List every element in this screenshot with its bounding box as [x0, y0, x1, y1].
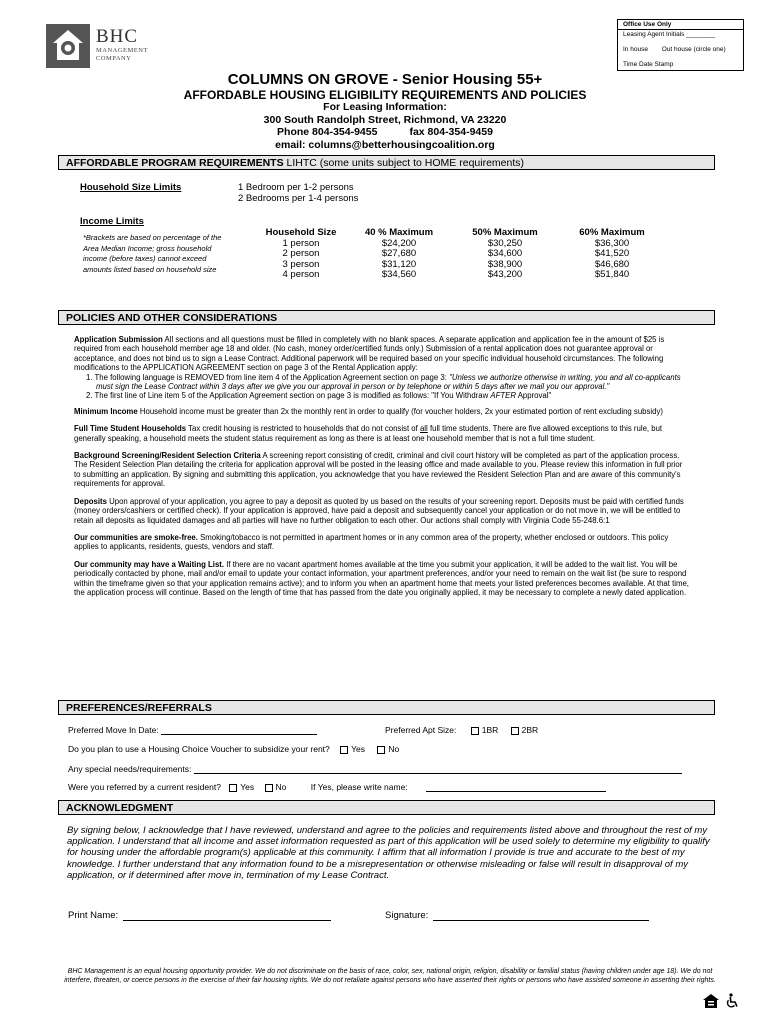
- referral-no-option[interactable]: [265, 782, 287, 792]
- paragraph-text: Smoking/tobacco is not permitted in apartment homes or in any common area of the property, whether enclosed or outdoors. This policy applies to applicants, residents, guests, vendors and staff.: [74, 532, 669, 552]
- table-cell: $46,680: [594, 258, 630, 270]
- in-out-house[interactable]: [618, 45, 743, 58]
- option-label: Yes: [240, 782, 255, 792]
- paragraph-text: full time students. There are five allowed exceptions to this rule, but generally speaking, a household meets the student status requirement as long as there is at least one household member that is not a full time student.: [74, 424, 663, 443]
- mod-text: Approval": [515, 391, 552, 401]
- table-cell: $34,560: [381, 269, 417, 280]
- checkbox-icon[interactable]: [511, 727, 519, 735]
- household-size-limits: [238, 182, 358, 204]
- table-header-row: [253, 228, 663, 239]
- mod-quote: "Unless we authorize otherwise in writing, you and all co-applicants must sign the Lease Contract within 3 days after we give you our approval in person or by telephone or within 5 days after we mail you our approval.": [96, 372, 681, 392]
- contact-block: [0, 101, 770, 151]
- table-cell: $34,600: [487, 248, 523, 259]
- paragraph-text: A screening report consisting of credit, criminal and civil court history will be completed as part of the application process. The Resident Selection Plan detailing the criteria for application approval will be posted in the leasing office and made available to you. Please review this information in full prior to submitting an application. By signing and submitting this application, you acknowledge that you have reviewed the Resident Selection Plan and are aware of this community's requirements for approval.: [74, 451, 683, 489]
- section-note: LIHTC (some units subject to HOME requirements): [283, 157, 525, 169]
- hh-limit-line: 2 Bedrooms per 1-4 persons: [238, 193, 359, 204]
- program-requirements-header: [58, 155, 715, 170]
- table-cell: 1 person: [282, 237, 320, 249]
- section-title: AFFORDABLE PROGRAM REQUIREMENTS: [66, 157, 284, 169]
- apt-2br-option[interactable]: [511, 725, 539, 735]
- option-label: 1BR: [481, 725, 499, 735]
- paragraph-text: If there are no vacant apartment homes available at the time you submit your application, it will be added to the wait list. You will be periodically contacted by phone, mail and/or email to update your contact information, your apartment preferences, and/or your need to remain on the wait list (be sure to respond within the timeframe given so that your application remains active); and to inform you when an apartment home that meets your listed preferences becomes available. At that time, the application process will continue. Based on the length of time that has passed from the date you originally applied, it may be necessary to complete a newly dated application.: [74, 559, 689, 597]
- column-header: Household Size: [265, 227, 337, 238]
- table-cell: $43,200: [487, 269, 523, 280]
- column-header: 60% Maximum: [579, 227, 645, 238]
- deposits-paragraph: [74, 497, 690, 525]
- print-name-field[interactable]: [123, 911, 331, 921]
- policies-header: POLICIES AND OTHER CONSIDERATIONS: [58, 310, 715, 325]
- email: email: columns@betterhousingcoalition.org: [275, 138, 495, 151]
- office-use-box: [617, 19, 744, 71]
- option-label: 2BR: [521, 725, 539, 735]
- modification-2: [74, 391, 690, 400]
- paragraph-title: Our communities are smoke-free.: [74, 532, 198, 542]
- bhc-logo-text: [96, 27, 148, 63]
- preferences-header: PREFERENCES/REFERRALS: [58, 700, 715, 715]
- smoke-free-paragraph: [74, 533, 690, 552]
- checkbox-icon[interactable]: [377, 746, 385, 754]
- voucher-question: Do you plan to use a Housing Choice Voucher to subsidize your rent?: [68, 744, 330, 754]
- column-header: 50% Maximum: [472, 227, 538, 238]
- mod-text: 1. The following language is REMOVED from line item 4 of the Application Agreement section on page 3:: [86, 372, 450, 382]
- table-cell: $31,120: [381, 258, 417, 270]
- checkbox-icon[interactable]: [229, 784, 237, 792]
- student-households-paragraph: [74, 424, 690, 443]
- address: 300 South Randolph Street, Richmond, VA 23220: [263, 113, 507, 126]
- print-name-row: [68, 910, 331, 921]
- referrer-name-field[interactable]: [426, 782, 606, 792]
- voucher-row: [68, 744, 399, 754]
- move-in-label: Preferred Move In Date:: [68, 725, 159, 735]
- print-name-label: Print Name:: [68, 910, 119, 921]
- table-cell: $30,250: [487, 237, 523, 249]
- referral-question: Were you referred by a current resident?: [68, 782, 221, 792]
- hh-limit-line: 1 Bedroom per 1-2 persons: [238, 182, 354, 193]
- bhc-logo-mark: [46, 24, 90, 68]
- fax: fax 804-354-9459: [409, 126, 493, 138]
- paragraph-text: All sections and all questions must be filled in completely with no blank spaces. A separate application and application fee in the amount of $25 is required from each household member age 18 and older. (No cash, money order/certified funds only.) Submission of a rental application does not guarantee approval or acceptance, and does not bind us to sign a Lease Contract. Additional paperwork will be required based on your specific individual household circumstances. The following modifications to the APPLICATION AGREEMENT section on page 3 of the Rental Application apply:: [74, 335, 665, 373]
- paragraph-text: Household income must be greater than 2x the monthly rent in order to qualify (for voucher holders, 2x your estimated portion of rent excluding subsidy): [137, 406, 663, 416]
- column-header: 40 % Maximum: [364, 227, 434, 238]
- special-needs-row: [68, 764, 682, 774]
- income-limits-label: Income Limits: [80, 216, 144, 227]
- paragraph-text: Upon approval of your application, you agree to pay a deposit as quoted by us based on the results of your screening report. Deposits must be paid with certified funds (money orders/cashiers or certified check). If your application is approved, have paid a deposit and subsequently cancel your application or do not move in, we will be entitled to retain all deposits as liquidated damages and all parties will have no further obligation to each other. Our actions shall comply with Virginia Code 55-248.6:1: [74, 496, 684, 525]
- page-subtitle: AFFORDABLE HOUSING ELIGIBILITY REQUIREMENTS AND POLICIES: [183, 88, 587, 102]
- special-needs-field[interactable]: [194, 764, 682, 774]
- policies-body: [74, 335, 690, 605]
- time-date-stamp: Time Date Stamp: [623, 61, 674, 68]
- acknowledgment-text: By signing below, I acknowledge that I have reviewed, understand and agree to the policies and requirements listed above and throughout the rest of my application. I understand that all income and asset information requested as part of this application will be used solely to determine my eligibility to qualify for housing under the affordable program(s) applicable at this community. I affirm that all information I provide is true and accurate to the best of my knowledge. I further understand that any information found to be a misrepresentation or otherwise misleading or false will result in disapproval of my application, or if determined after move in, termination of my Lease Contract.: [67, 825, 710, 881]
- option-label: No: [275, 782, 287, 792]
- referrer-name-label: If Yes, please write name:: [310, 782, 408, 792]
- table-cell: $38,900: [487, 258, 523, 270]
- logo-name: BHC: [96, 26, 139, 47]
- application-submission-paragraph: [74, 335, 690, 401]
- paragraph-title: Deposits: [74, 496, 107, 506]
- table-row: [253, 270, 663, 281]
- out-house-option[interactable]: Out house (circle one): [661, 46, 726, 53]
- phone-fax: [0, 126, 770, 139]
- referral-yes-option[interactable]: [229, 782, 254, 792]
- option-label: Yes: [351, 744, 366, 754]
- paragraph-title: Background Screening/Resident Selection Criteria: [74, 451, 261, 461]
- page-title: COLUMNS ON GROVE - Senior Housing 55+: [227, 71, 543, 88]
- apt-size-label: Preferred Apt Size:: [385, 725, 457, 735]
- table-row: [253, 249, 663, 260]
- footer-disclaimer: BHC Management is an equal housing opportunity provider. We do not discriminate on the basis of race, color, sex, national origin, religion, disability or familial status (having children under age 18). We do not interfere, threaten, or coerce persons in the exercise of their fair housing rights. We do not retaliate against persons who have asserted their rights or persons who have assisted someone in asserting their rights.: [64, 968, 716, 984]
- income-note: *Brackets are based on percentage of the Area Median Income; gross household income (before taxes) cannot exceed amounts listed based on household size: [83, 233, 222, 274]
- checkbox-icon[interactable]: [265, 784, 273, 792]
- leasing-info-label: For Leasing Information:: [323, 101, 447, 113]
- mod-emphasis: AFTER: [490, 391, 516, 401]
- paragraph-text: Tax credit housing is restricted to households that do not consist of: [186, 424, 420, 434]
- table-cell: $36,300: [594, 237, 630, 249]
- referral-row: [68, 782, 606, 792]
- acknowledgment-header: ACKNOWLEDGMENT: [58, 800, 715, 815]
- minimum-income-paragraph: [74, 407, 690, 416]
- background-screening-paragraph: [74, 451, 690, 489]
- voucher-no-option[interactable]: [377, 744, 399, 754]
- modification-1: [74, 373, 690, 392]
- phone: Phone 804-354-9455: [277, 126, 378, 138]
- office-use-header: Office Use Only: [618, 20, 743, 30]
- apt-1br-option[interactable]: [471, 725, 499, 735]
- signature-label: Signature:: [385, 910, 429, 921]
- signature-field[interactable]: [433, 911, 649, 921]
- logo-line1: MANAGEMENT: [96, 47, 148, 54]
- accessibility-icon: [724, 993, 740, 1009]
- table-cell: $41,520: [594, 248, 630, 259]
- special-needs-label: Any special needs/requirements:: [68, 764, 192, 774]
- paragraph-title: Minimum Income: [74, 406, 138, 416]
- waiting-list-paragraph: [74, 560, 690, 598]
- table-cell: 4 person: [282, 269, 320, 280]
- checkbox-icon[interactable]: [471, 727, 479, 735]
- paragraph-title: Our community may have a Waiting List.: [74, 559, 225, 569]
- leasing-agent-initials[interactable]: Leasing Agent Initials ________: [623, 31, 716, 38]
- logo-line2: COMPANY: [96, 55, 132, 62]
- equal-housing-icon: [703, 994, 719, 1008]
- income-limits-table: [253, 228, 663, 281]
- table-cell: $24,200: [381, 237, 417, 249]
- paragraph-emphasis: all: [419, 424, 428, 434]
- table-cell: 3 person: [282, 258, 320, 270]
- voucher-yes-option[interactable]: [340, 744, 365, 754]
- in-house-option[interactable]: In house: [623, 46, 648, 53]
- table-cell: $27,680: [381, 248, 417, 259]
- paragraph-title: Full Time Student Households: [74, 424, 187, 434]
- table-cell: $51,840: [594, 269, 630, 280]
- checkbox-icon[interactable]: [340, 746, 348, 754]
- move-in-date-field[interactable]: [161, 725, 317, 735]
- apt-size-row: [385, 725, 538, 735]
- mod-text: 2. The first line of Line item 5 of the Application Agreement section on page 3 is modified as follows: "If You Withdraw: [86, 391, 491, 401]
- signature-row: [385, 910, 649, 921]
- table-cell: 2 person: [282, 248, 320, 259]
- household-size-label: Household Size Limits: [80, 182, 182, 193]
- paragraph-title: Application Submission: [74, 335, 163, 344]
- move-in-date-row: [68, 725, 317, 735]
- option-label: No: [388, 744, 400, 754]
